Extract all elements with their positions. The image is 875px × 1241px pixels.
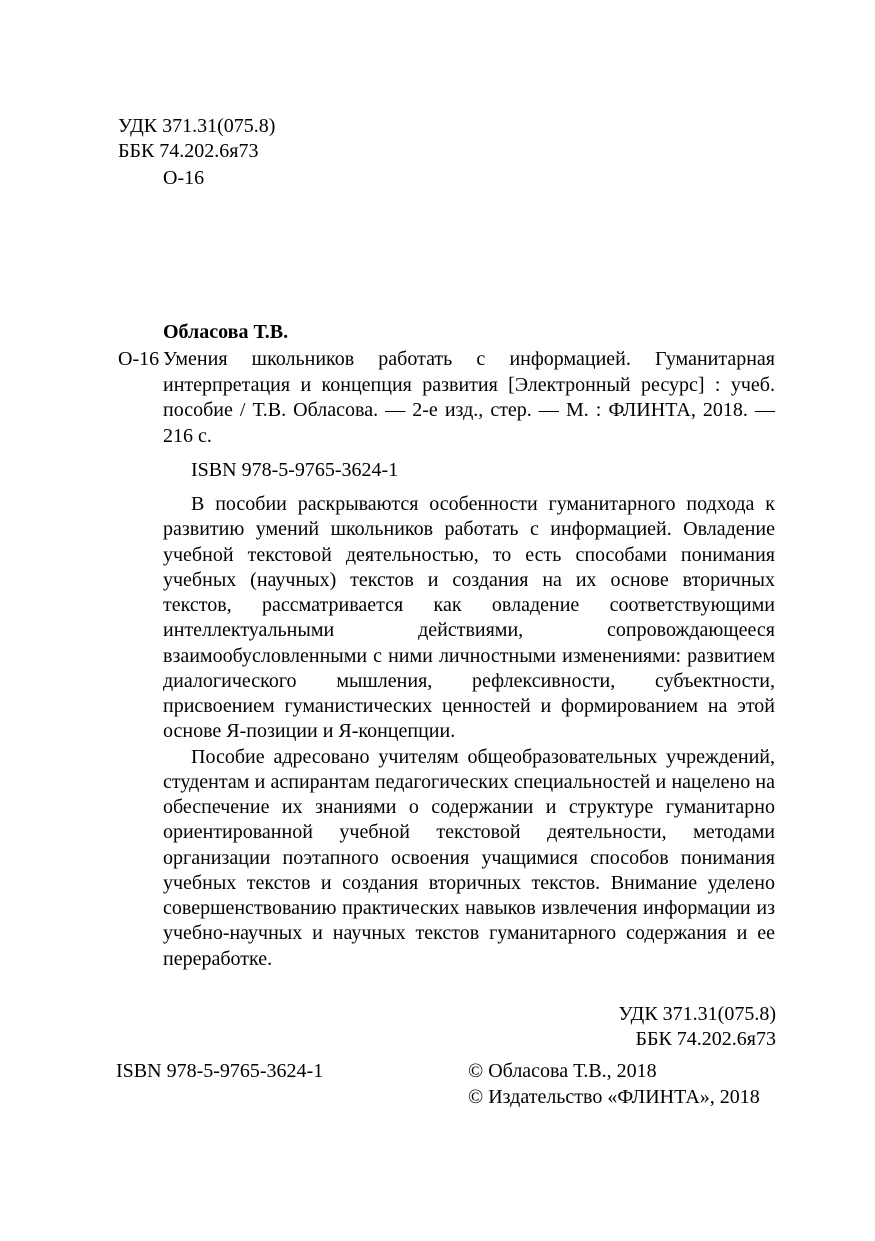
bbk-code: ББК 74.202.6я73	[118, 140, 259, 162]
annotation-paragraph: Пособие адресовано учителям общеобразовательных учреждений, студентам и аспирантам педагогических специальностей и нацелено на обеспечение их знаниями о содержании и структуре гуманитарно ориентированной учебной текстовой деятельности, методами организации поэтапного освоения учащимися способов понимания учебных текстов и создания вторичных текстов. Внимание уделено совершенствованию практических навыков извлечения информации из учебно-научных и научных текстов гуманитарного содержания и ее переработке.	[163, 745, 775, 970]
copyright-author: © Обласова Т.В., 2018	[468, 1060, 657, 1082]
footer-udk-code: УДК 371.31(075.8)	[618, 1003, 776, 1025]
annotation-paragraph: В пособии раскрываются особенности гуманитарного подхода к развитию умений школьников работать с информацией. Овладение учебной текстовой деятельностью, то есть способами понимания учебных (научных) текстов и создания на их основе вторичных текстов, рассматривается как овладение соответствующими интеллектуальными действиями, сопровождающееся взаимообусловленными с ними личностными изменениями: развитием диалогического мышления, рефлексивности, субъектности, присвоением гуманистических ценностей и формированием на этой основе Я-позиции и Я-концепции.	[163, 493, 775, 743]
entry-isbn: ISBN 978-5-9765-3624-1	[191, 459, 399, 481]
annotation	[163, 492, 775, 972]
entry-author-mark: О-16	[118, 348, 160, 370]
author-name: Обласова Т.В.	[163, 321, 289, 343]
footer-isbn: ISBN 978-5-9765-3624-1	[116, 1060, 324, 1082]
udk-code: УДК 371.31(075.8)	[118, 115, 276, 137]
copyright-publisher: © Издательство «ФЛИНТА», 2018	[468, 1086, 760, 1108]
footer-bbk-code: ББК 74.202.6я73	[635, 1028, 776, 1050]
bibliographic-description: Умения школьников работать с информацией. Гуманитарная интерпретация и концепция развития [Электронный ресурс] : учеб. пособие / Т.В. Обласова. — 2-е изд., стер. — М. : ФЛИНТА, 2018. — 216 с.	[163, 348, 775, 447]
author-mark: О-16	[163, 167, 205, 189]
